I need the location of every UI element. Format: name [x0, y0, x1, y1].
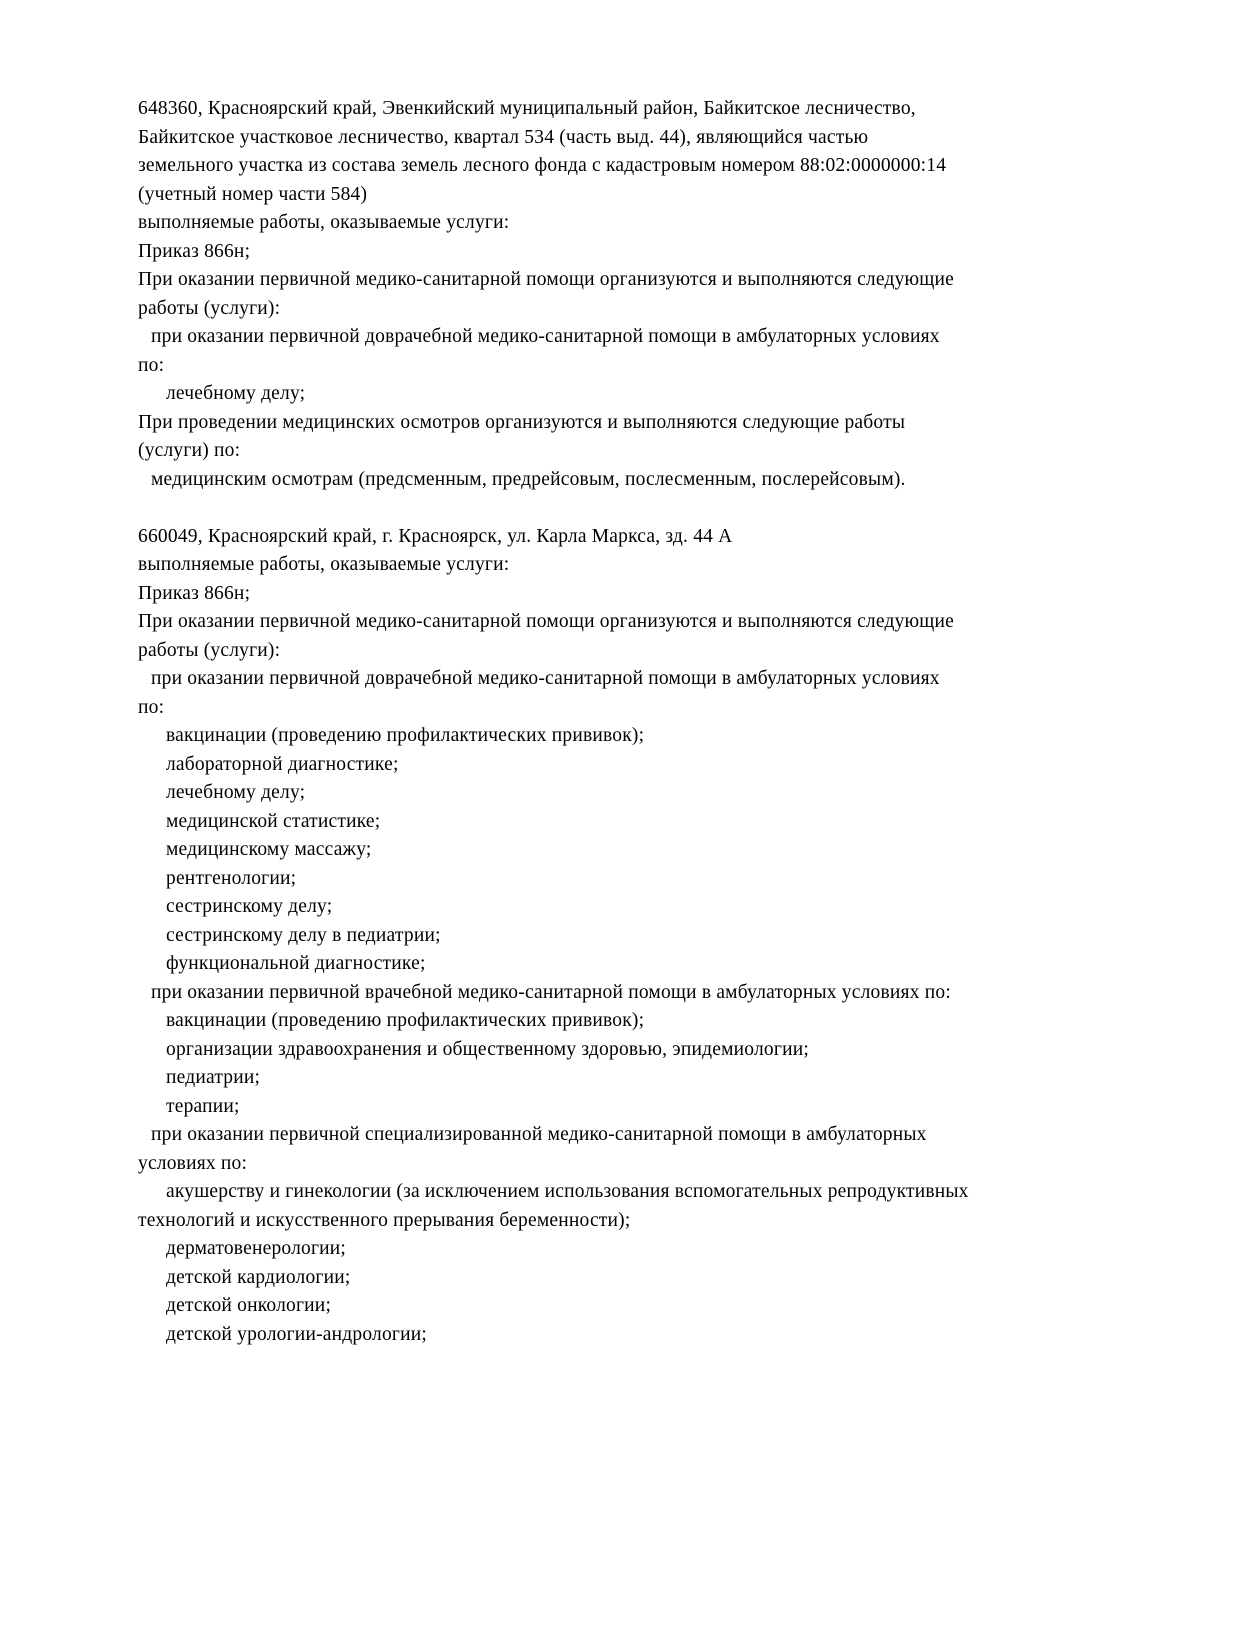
document-line: лечебному делу; [166, 782, 306, 803]
document-line: При оказании первичной медико-санитарной помощи организуются и выполняются следующие [138, 269, 955, 290]
section-spacer [138, 494, 1150, 523]
document-line: При проведении медицинских осмотров организуются и выполняются следующие работы [138, 411, 906, 433]
document-line: Байкитское участковое лесничество, квартал 534 (часть выд. 44), являющийся частью [138, 126, 869, 148]
document-line: функциональной диагностике; [166, 953, 426, 974]
document-line: Приказ 866н; [138, 240, 251, 262]
license-location-section-660049 [138, 523, 1150, 1350]
document-line: организации здравоохранения и общественному здоровью, эпидемиологии; [166, 1038, 809, 1060]
document-line: При оказании первичной медико-санитарной помощи организуются и выполняются следующие [138, 611, 955, 632]
document-line: по: [138, 696, 165, 718]
document-line: работы (услуги): [138, 639, 281, 661]
document-line: при оказании первичной доврачебной медико-санитарной помощи в амбулаторных условиях [151, 668, 940, 689]
document-line: при оказании первичной доврачебной медико-санитарной помощи в амбулаторных условиях [151, 326, 940, 347]
document-line: детской кардиологии; [166, 1266, 351, 1288]
document-line: сестринскому делу; [166, 896, 333, 917]
document-line: условиях по: [138, 1152, 248, 1174]
document-line: выполняемые работы, оказываемые услуги: [138, 554, 510, 575]
document-line: технологий и искусственного прерывания беременности); [138, 1209, 631, 1231]
document-line: земельного участка из состава земель лесного фонда с кадастровым номером 88:02:0000000:14 [138, 155, 947, 176]
document-line: вакцинации (проведению профилактических прививок); [166, 725, 645, 746]
document-line: лабораторной диагностике; [166, 753, 399, 775]
document-line: педиатрии; [166, 1067, 261, 1088]
document-line: (учетный номер части 584) [138, 183, 368, 205]
document-line: лечебному делу; [166, 383, 306, 404]
document-line: вакцинации (проведению профилактических прививок); [166, 1010, 645, 1031]
license-location-section-648360 [138, 95, 1150, 494]
document-line: акушерству и гинекологии (за исключением использования вспомогательных репродуктивных [166, 1181, 969, 1202]
document-line: Приказ 866н; [138, 582, 251, 604]
document-line: рентгенологии; [166, 867, 297, 889]
document-line: 660049, Красноярский край, г. Красноярск, ул. Карла Маркса, зд. 44 А [138, 525, 733, 547]
document-line: медицинским осмотрам (предсменным, предрейсовым, послесменным, послерейсовым). [151, 468, 906, 490]
document-line: выполняемые работы, оказываемые услуги: [138, 212, 510, 233]
document-line: при оказании первичной врачебной медико-санитарной помощи в амбулаторных условиях по: [151, 981, 951, 1003]
document-line: работы (услуги): [138, 297, 281, 319]
document-line: медицинскому массажу; [166, 839, 372, 860]
document-line: 648360, Красноярский край, Эвенкийский муниципальный район, Байкитское лесничество, [138, 98, 916, 119]
document-line: по: [138, 354, 165, 376]
document-line: детской онкологии; [166, 1295, 332, 1316]
document-line: терапии; [166, 1095, 240, 1117]
document-line: дерматовенерологии; [166, 1238, 347, 1259]
document-line: сестринскому делу в педиатрии; [166, 924, 441, 946]
document-line: детской урологии-андрологии; [166, 1323, 427, 1345]
document-line: медицинской статистике; [166, 810, 381, 832]
document-line: (услуги) по: [138, 440, 241, 461]
document-line: при оказании первичной специализированной медико-санитарной помощи в амбулаторных [151, 1124, 927, 1145]
